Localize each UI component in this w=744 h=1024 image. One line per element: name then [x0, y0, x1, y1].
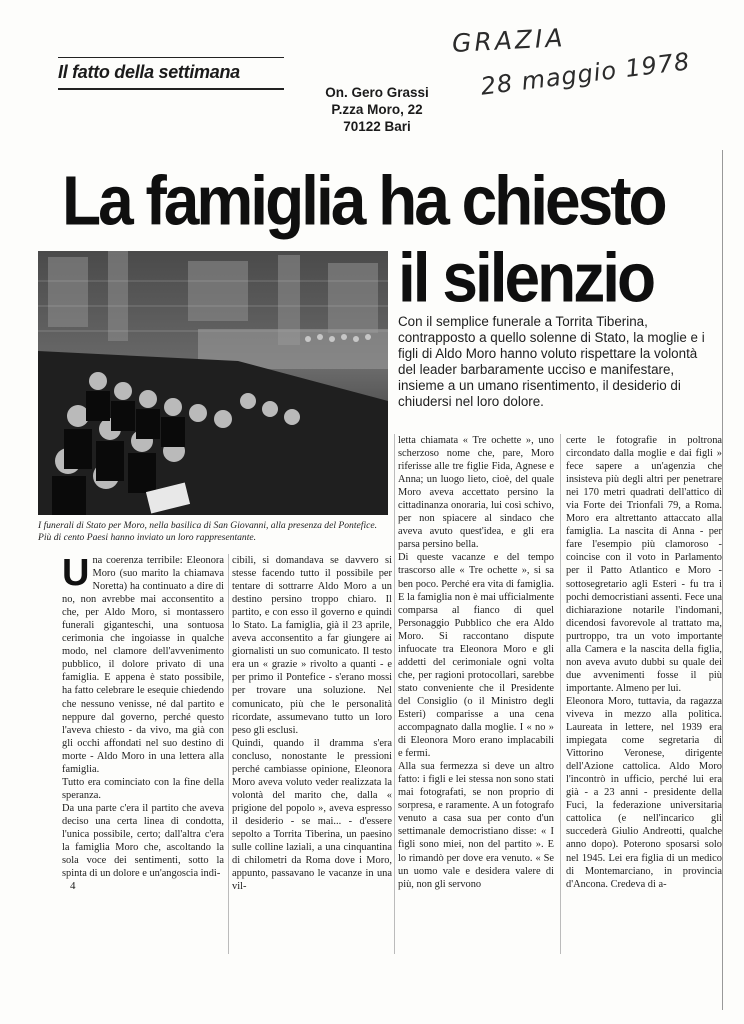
section-rule-top — [58, 57, 284, 58]
section-rule-bottom — [58, 88, 284, 90]
article-column-3: letta chiamata « Tre ochette », uno scherzoso nome che, pare, Moro riferisse alle tre figlie Fida, Agnese e Anna; un luogo lieto, cioè, del quale Moro aveva accettato persino la cittadinanza onoraria, lui così schivo, per non spiacere al sindaco che aveva avuto quest'idea, e gli era parsa persino bella. Di queste vacanze e del tempo trascorso alle « Tre ochette », si sa ben poco. Perché era vita di famiglia. E la famiglia non è mai ufficialmente comparsa al fianco di quel Personaggio Pubblico che era Aldo Moro. Si raccontano dispute infuocate tra Eleonora Moro e gli addetti del cerimoniale ogni volta che, per ragioni protocollari, sarebbe stato conveniente che il Presidente del Consiglio (o il Ministro degli Esteri) comparisse a una cena accompagnato dalla moglie. I « no » di Eleonora Moro erano implacabili e fermi. Alla sua fermezza si deve un altro fatto: i figli e lei stessa non sono stati mai fotografati, se non proprio di sorpresa, e raramente. A un fotografo venuto a casa sua per conto d'un settimanale democristiano disse: « I figli sono miei, non del partito ». E lo rimandò per dove era venuto. « Se un uomo vale e desidera valere di più, non gli servono — [398, 435, 554, 890]
headline-line-1: La famiglia ha chiesto — [62, 161, 665, 240]
handwritten-date: 28 maggio 1978 — [479, 47, 692, 101]
handwritten-publication: GRAZIA — [451, 23, 567, 58]
funeral-photo — [38, 251, 388, 515]
photo-caption: I funerali di Stato per Moro, nella basilica di San Giovanni, alla presenza del Pontefice. Più di cento Paesi hanno inviato un loro rappresentante. — [38, 520, 378, 543]
article-column-1 — [62, 554, 224, 880]
section-label: Il fatto della settimana — [58, 62, 240, 82]
column-rule — [228, 554, 229, 954]
article-column-1-text: na coerenza terribile: Eleonora Moro (suo marito la chiamava Noretta) ha continuato a dire di no, non avrebbe mai acconsentito a che, per Aldo Moro, si montassero funerali giganteschi, una sontuosa cerimonia che ingoiasse in qualche modo, nel clamore dell'avvenimento pubblico, il dolore privato di una famiglia. E appena è stato possibile, ha fatto celebrare le esequie chiedendo che nessuno venisse, né dal partito e neppure dal governo, perché questo l'aveva chiesto - da vivo, ma già con gli occhi affondati nel suo destino di morte - Aldo Moro in una lettera alla famiglia. Tutto era cominciato con la fine della speranza. Da una parte c'era il partito che aveva deciso una certa linea di condotta, l'unica possibile, certo; dall'altra c'era la famiglia Moro che, ascoltando la sola voce dei sentimenti, sotto la spinta di un dolore e un'angoscia indi- — [62, 555, 224, 880]
stamp-line-2: P.zza Moro, 22 — [331, 102, 423, 117]
page-number: 4 — [70, 880, 76, 892]
stamp-line-1: On. Gero Grassi — [325, 85, 429, 100]
article-column-2: cibili, si domandava se davvero si stesse facendo tutto il possibile per tentare di sottrarre Aldo Moro a un destino persino troppo chiaro. Il partito, e con esso il governo e quindi lo Stato. La famiglia, già il 23 aprile, aveva acconsentito a far giungere ai giornalisti un suo comunicato. Il testo era un « grazie » rivolto a quanti - e per primo il Pontefice - s'erano mossi per trovare una soluzione. Nel comunicato, più che le personalità ricordate, assumevano tutto un loro peso gli esclusi. Quindi, quando il dramma s'era concluso, nonostante le pressioni perché cambiasse opinione, Eleonora Moro aveva voluto veder realizzata la volontà del marito che, dalla « prigione del popolo », aveva espresso il desiderio - se mai... - d'essere sepolto a Torrita Tiberina, un paesino sulle colline laziali, a una cinquantina di chilometri da Roma dove i Moro, appunto, passavano le vacanze in una vil- — [232, 555, 392, 893]
drop-cap: U — [62, 552, 90, 594]
article-lede: Con il semplice funerale a Torrita Tiberina, contrapposto a quello solenne di Stato, la moglie e i figli di Aldo Moro hanno voluto rispettare la volontà del leader barbaramente ucciso e manifestare, insieme a un umano risentimento, il desiderio di chiudersi nel loro dolore. — [398, 314, 705, 409]
article-column-4: certe le fotografie in poltrona circondato dalla moglie e dai figli » fece sapere a un'agenzia che insisteva più degli altri per penetrare nei 170 metri quadrati dell'attico di via Forte dei Trionfali 79, a Roma. Moro era altrettanto attaccato alla famiglia. La nascita di Anna - per fare l'esempio più clamoroso - coincise con il voto in Parlamento per il Patto Atlantico e Moro - sottosegretario agli Esteri - fu tra i pochi democristiani assenti. Fece una dichiarazione notarile l'indomani, dicendosi favorevole al trattato ma, purtroppo, tra un voto importante alla Camera e la nascita della figlia, non aveva avuto dubbi su quale dei due avvenimenti fosse il più importante. Almeno per lui. Eleonora Moro, tuttavia, da ragazza viveva in mezzo alla politica. Laureata in lettere, nel 1939 era impiegata come segretaria di Vittorino Veronese, dirigente dell'Azione cattolica. Aldo Moro l'incontrò in ufficio, perché lui era già - a 23 anni - presidente della Fuci, la federazione universitaria cattolica (e nell'incarico gli succederà Giulio Andreotti, qualche anno dopo). Poterono sposarsi solo nel 1945. Lei era figlia di un medico di Montemarciano, in provincia d'Ancona. Credeva di a- — [566, 435, 722, 890]
stamp-line-3: 70122 Bari — [343, 119, 411, 134]
column-rule — [394, 434, 395, 954]
headline-line-2: il silenzio — [398, 238, 654, 317]
address-stamp — [312, 84, 442, 135]
column-rule — [560, 434, 561, 954]
page-edge-rule — [722, 150, 723, 1010]
